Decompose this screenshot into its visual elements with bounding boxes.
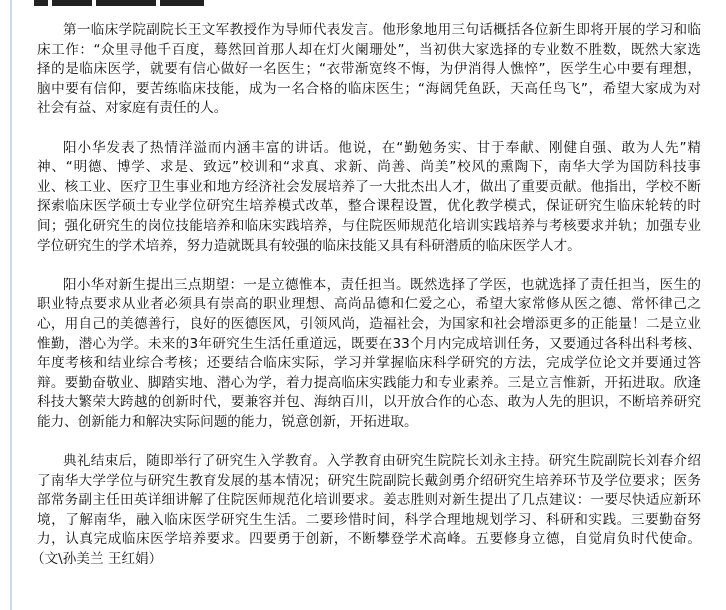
paragraph-line: 惟勤，潜心为学。未来的3年研究生生活任重道远，既要在33个月内完成培训任务，又要通过各科出科考核、 [37,335,701,352]
paragraph-line: 了南华大学学位与研究生教育发展的基本情况；研究生院副院长戴剑勇介绍研究生培养环节及学位要求；医务 [37,472,701,489]
paragraph-line: 辩。要勤奋敬业、脚踏实地、潜心为学，着力提高临床实践能力和专业素养。三是立言惟新，开拓进取。欣逢 [37,374,701,391]
paragraph-line: 第一临床学院副院长王文军教授作为导师代表发言。他形象地用三句话概括各位新生即将开展的学习和临 [63,22,701,38]
paragraph-line: 典礼结束后，随即举行了研究生入学教育。入学教育由研究生院院长刘永主持。研究生院副院长刘春介绍 [63,453,701,470]
paragraph-line: 探索临床医学硕士专业学位研究生培养模式改革，整合课程设置，优化教学模式，保证研究生临床轮转的时 [37,198,701,215]
paragraph [37,452,701,550]
paragraph-line: 阳小华对新生提出三点期望：一是立德惟本，责任担当。既然选择了学医，也就选择了责任担当，医生的 [63,276,701,293]
paragraph [37,139,701,257]
paragraph-line: 心，用自己的美德善行，良好的医德医风，引领风尚，造福社会，为国家和社会增添更多的正能量！二是立业 [37,315,701,332]
clipped-heading [34,0,208,6]
paragraph-line: 社会有益、对家庭有责任的人。 [37,100,228,117]
paragraph-line: 能力、创新能力和解决实际问题的能力，锐意创新，开拓进取。 [37,413,418,430]
article-body [31,21,701,570]
paragraph-line: 床工作：“众里寻他千百度，蓦然回首那人却在灯火阑珊处”，当初供大家选择的专业数不胜数，既然大家选 [37,41,701,58]
paragraph-line: 间；强化研究生的岗位技能培养和临床实践培养，与住院医师规范化培训实践培养与考核要求并轨；加强专业 [37,217,701,234]
paragraph [37,21,701,119]
paragraph-line: 科技大繁荣大跨越的创新时代，要兼容并包、海纳百川，以开放合作的心态、敢为人先的胆识，不断培养研究 [37,394,701,411]
article-signature: （文\孙美兰 王红娟） [31,551,163,568]
content-left-border [10,0,12,610]
paragraph-line: 职业特点要求从业者必须具有崇高的职业理想、高尚品德和仁爱之心，希望大家常修从医之德、常怀律己之 [37,296,701,313]
paragraph [37,276,701,433]
paragraph-line: 年度考核和结业综合考核；还要结合临床实际，学习并掌握临床科学研究的方法，完成学位论文并要通过答 [37,355,701,372]
paragraph-line: 业、核工业、医疗卫生事业和地方经济社会发展培养了一大批杰出人才，做出了重要贡献。他指出，学校不断 [37,178,701,195]
paragraph-line: 部常务副主任田英详细讲解了住院医师规范化培训要求。姜志胜则对新生提出了几点建议：一要尽快适应新环 [37,492,701,509]
paragraph-line: 力，认真完成临床医学培养要求。四要勇于创新，不断攀登学术高峰。五要修身立德，自觉肩负时代使命。 [37,531,701,548]
paragraph-line: 阳小华发表了热情洋溢而内涵丰富的讲话。他说，在“勤勉务实、甘于奉献、刚健自强、敢为人先”精 [63,139,701,156]
paragraph-line: 神、“明德、博学、求是、致远”校训和“求真、求新、尚善、尚美”校风的熏陶下，南华大学为国防科技事 [37,159,701,176]
paragraph-line: 境，了解南华，融入临床医学研究生生活。二要珍惜时间，科学合理地规划学习、科研和实践。三要勤奋努 [37,511,701,528]
paragraph-line: 择的是临床医学，就要有信心做好一名医生；“衣带渐宽终不悔，为伊消得人憔悴”，医学生心中要有理想， [37,61,701,78]
paragraph-line: 学位研究生的学术培养，努力造就既具有较强的临床技能又具有科研潜质的临床医学人才。 [37,237,581,254]
paragraph-line: 脑中要有信仰，要苦练临床技能，成为一名合格的临床医生；“海阔凭鱼跃，天高任鸟飞”，希望大家成为对 [37,80,701,97]
